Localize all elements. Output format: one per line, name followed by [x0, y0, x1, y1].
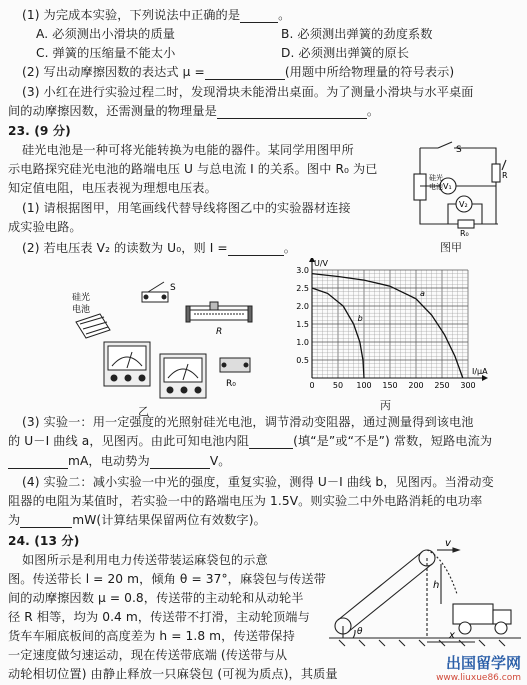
- x-axis-label: I/μA: [472, 367, 488, 376]
- site-watermark: [436, 652, 521, 683]
- answer-blank[interactable]: [240, 10, 278, 23]
- answer-blank[interactable]: [20, 515, 72, 528]
- label-r: R: [502, 171, 508, 180]
- yi-label-cell: 硅光: [72, 293, 91, 303]
- y-tick-label: 1.5: [296, 320, 309, 329]
- q24-line-6: 一定速度做匀速运动，现在传送带底端 (传送带与从: [8, 648, 288, 662]
- answer-blank[interactable]: [228, 243, 284, 256]
- answer-blank[interactable]: [150, 456, 210, 469]
- q24-line-5: 货车车厢底板间的高度差为 h = 1.8 m，传送带保持: [8, 629, 295, 643]
- apparatus-diagram-yi: [70, 262, 270, 410]
- q23-sub2: (2) 若电压表 V₂ 的读数为 U₀，则 I = 。: [22, 241, 297, 255]
- q23-intro-2: 示电路探究硅光电池的路端电压 U 与总电流 I 的关系。图中 R₀ 为已: [8, 162, 378, 176]
- label-v2: V₂: [459, 200, 468, 209]
- circuit-diagram-jia: [398, 140, 518, 238]
- q23-sub4-a: (4) 实验二：减小实验一中光的强度，重复实验，测得 U－I 曲线 b，见图丙。当滑动变: [22, 475, 494, 489]
- q22-option-c: C. 弹簧的压缩量不能太小: [36, 46, 176, 60]
- caption-jia: 图甲: [440, 241, 462, 254]
- q22-option-b: B. 必须测出弹簧的劲度系数: [281, 27, 433, 41]
- caption-bing: 丙: [380, 399, 391, 412]
- q22-sub3-line1: (3) 小红在进行实验过程二时，发现滑块未能滑出桌面。为了测量小滑块与水平桌面: [22, 85, 474, 99]
- q23-sub4-b: 阻器的电阻为某值时，若实验一中的路端电压为 1.5V。则实验二中外电路消耗的电功率: [8, 494, 483, 508]
- q22-option-d: D. 必须测出弹簧的原长: [281, 46, 410, 60]
- conveyor-diagram: [325, 538, 523, 648]
- x-tick-label: 50: [332, 381, 344, 390]
- label-s: S: [456, 145, 462, 155]
- watermark-name: 出国留学网: [445, 654, 521, 672]
- y-tick-label: 2.0: [296, 302, 309, 311]
- q23-intro-3: 知定值电阻，电压表视为理想电压表。: [8, 181, 217, 195]
- y-tick-label: 3.0: [296, 266, 309, 275]
- label-x: x: [449, 630, 455, 641]
- x-tick-label: 0: [309, 381, 315, 390]
- q24-line-4: 径 R 相等，均为 0.4 m，传送带不打滑，主动轮顶端与: [8, 610, 310, 624]
- label-cell-2: 电池: [429, 183, 443, 191]
- x-tick-label: 100: [356, 381, 372, 390]
- answer-blank[interactable]: [249, 436, 293, 449]
- q22-sub3-line2: 间的动摩擦因数，还需测量的物理量是 。: [8, 104, 380, 118]
- yi-label-cell-2: 电池: [72, 305, 91, 315]
- q22-sub1: (1) 为完成本实验，下列说法中正确的是 。: [22, 8, 291, 22]
- label-v1: V₁: [443, 182, 452, 191]
- label-r0: R₀: [460, 229, 469, 238]
- watermark-url: www.liuxue86.com: [436, 673, 521, 683]
- yi-label-r0: R₀: [226, 379, 236, 389]
- q23-sub3-b: 的 U－I 曲线 a，见图丙。由此可知电池内阻 (填“是”或“不是”) 常数，短路电流为: [8, 434, 493, 448]
- y-axis-label: U/V: [314, 259, 329, 268]
- q24-line-1: 如图所示是利用电力传送带装运麻袋包的示意: [22, 553, 268, 567]
- answer-blank[interactable]: [205, 67, 285, 80]
- q23-sub3-a: (3) 实验一：用一定强度的光照射硅光电池，调节滑动变阻器，通过测量得到该电池: [22, 415, 474, 429]
- x-tick-label: 150: [382, 381, 398, 390]
- x-tick-label: 200: [408, 381, 424, 390]
- q23-intro-1: 硅光电池是一种可将光能转换为电能的器件。某同学用图甲所: [22, 143, 354, 157]
- caption-yi: 乙: [138, 405, 149, 418]
- label-cell: 硅光: [429, 174, 443, 182]
- answer-blank[interactable]: [217, 106, 367, 119]
- q24-header: 24. (13 分): [8, 534, 80, 548]
- q24-line-3: 间的动摩擦因数 μ = 0.8，传送带的主动轮和从动轮半: [8, 591, 304, 605]
- q23-sub4-c: 为 mW(计算结果保留两位有效数字)。: [8, 513, 266, 527]
- q23-sub1-b: 成实验电路。: [8, 220, 82, 234]
- series-curve-a: [312, 274, 463, 378]
- yi-label-r: R: [216, 327, 223, 337]
- label-theta: θ: [357, 627, 363, 637]
- x-tick-label: 250: [434, 381, 450, 390]
- y-tick-label: 1.0: [296, 338, 309, 347]
- q24-line-2: 图。传送带长 l = 20 m，倾角 θ = 37°，麻袋包与传送带: [8, 572, 326, 586]
- q23-header: 23. (9 分): [8, 124, 71, 138]
- ui-curve-chart: [286, 258, 506, 398]
- yi-label-s: S: [170, 283, 176, 293]
- label-h: h: [433, 580, 440, 591]
- x-tick-label: 300: [460, 381, 476, 390]
- q23-sub3-c: mA，电动势为 V。: [8, 454, 231, 469]
- q22-sub2: (2) 写出动摩擦因数的表达式 μ = (用题中所给物理量的符号表示): [22, 65, 455, 79]
- q23-sub1-a: (1) 请根据图甲，用笔画线代替导线将图乙中的实验器材连接: [22, 201, 351, 215]
- series-label-a: a: [420, 288, 425, 298]
- y-tick-label: 2.5: [296, 284, 309, 293]
- q24-line-7: 动轮相切位置) 由静止释放一只麻袋包 (可视为质点)，其质量: [8, 667, 338, 681]
- series-label-b: b: [357, 314, 363, 323]
- label-v: v: [445, 538, 451, 549]
- y-tick-label: 0.5: [296, 356, 309, 365]
- q22-option-a: A. 必须测出小滑块的质量: [36, 27, 176, 41]
- answer-blank[interactable]: [8, 456, 68, 469]
